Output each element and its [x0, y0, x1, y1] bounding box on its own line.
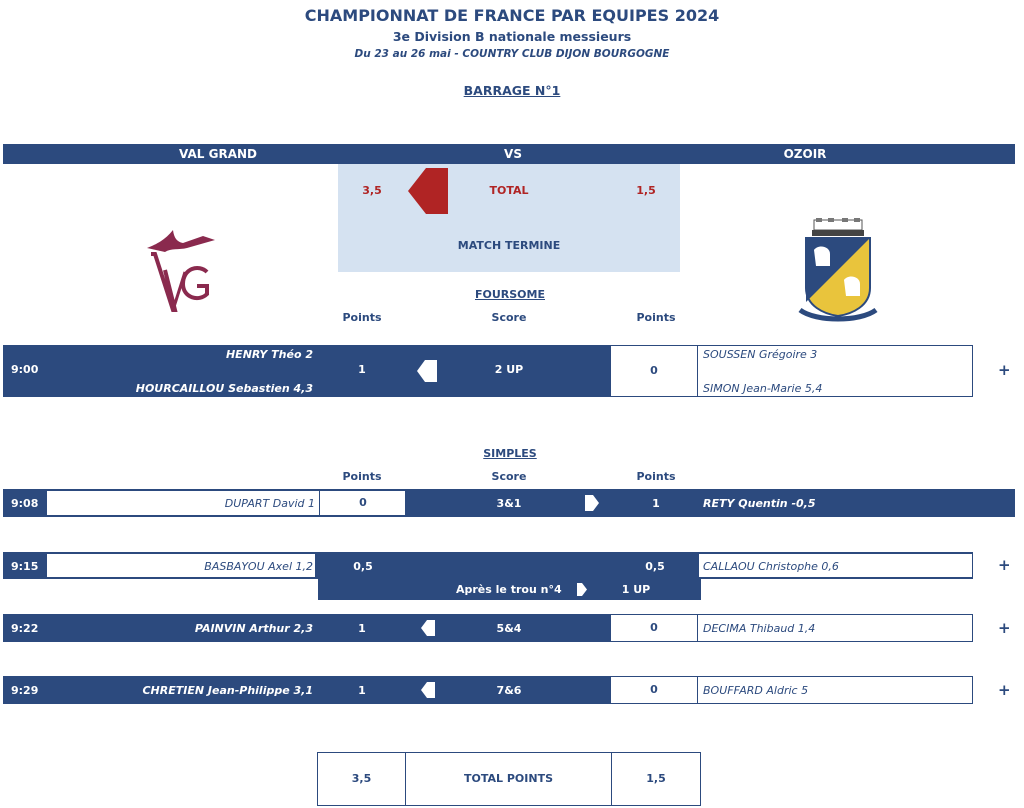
left-player: CHRETIEN Jean-Philippe 3,1: [142, 684, 313, 697]
ozoir-crest: [796, 218, 880, 328]
left-points: 1: [358, 684, 366, 697]
simple-row: [3, 552, 973, 579]
match-time: 9:15: [11, 560, 39, 573]
val-grand-logo: [143, 226, 223, 322]
total-right: 1,5: [636, 184, 656, 197]
right-player: BOUFFARD Aldric 5: [703, 684, 809, 697]
col-score: Score: [491, 470, 527, 483]
expand-plus-icon[interactable]: +: [998, 681, 1011, 699]
match-time: 9:00: [11, 363, 39, 376]
col-points-left: Points: [342, 311, 382, 324]
progress-label: Après le trou n°4: [456, 583, 562, 596]
match-time: 9:08: [11, 497, 39, 510]
right-player: DECIMA Thibaud 1,4: [703, 622, 816, 635]
match-status: MATCH TERMINE: [457, 239, 561, 252]
page-title: CHAMPIONNAT DE FRANCE PAR EQUIPES 2024: [304, 6, 720, 25]
right-player-1: SOUSSEN Grégoire 3: [703, 348, 818, 361]
simple-row: [3, 614, 973, 642]
left-player: BASBAYOU Axel 1,2: [204, 560, 313, 573]
right-points: 0,5: [645, 560, 665, 573]
left-points: 1: [358, 622, 366, 635]
col-points-right: Points: [636, 470, 676, 483]
total-label: TOTAL: [489, 184, 529, 197]
right-player-2: SIMON Jean-Marie 5,4: [703, 382, 823, 395]
progress-bar: [318, 579, 701, 600]
total-box: [338, 164, 680, 272]
expand-plus-icon[interactable]: +: [998, 556, 1011, 574]
match-score: 7&6: [496, 684, 522, 697]
total-points-left: 3,5: [318, 753, 406, 805]
match-score: 5&4: [496, 622, 522, 635]
simple-row: [3, 676, 973, 704]
left-points: 1: [358, 363, 366, 376]
simple-row: [3, 489, 1015, 517]
vs-label: VS: [504, 147, 522, 161]
foursome-row: [3, 345, 973, 397]
col-score: Score: [491, 311, 527, 324]
team-left-name: VAL GRAND: [179, 147, 257, 161]
left-points: 0: [319, 491, 406, 515]
winner-arrow-icon: [421, 682, 435, 698]
right-points: 0: [611, 615, 698, 641]
progress-score: 1 UP: [621, 583, 651, 596]
winner-arrow-icon: [417, 360, 437, 382]
col-points-left: Points: [342, 470, 382, 483]
right-points: 0: [611, 346, 698, 396]
match-time: 9:22: [11, 622, 39, 635]
teams-header-bar: [3, 144, 1015, 164]
right-player: CALLAOU Christophe 0,6: [703, 560, 839, 573]
left-player-1: HENRY Théo 2: [225, 348, 313, 361]
team-right-name: OZOIR: [783, 147, 827, 161]
match-score: 3&1: [496, 497, 522, 510]
barrage-title: BARRAGE N°1: [463, 83, 561, 98]
division-subtitle: 3e Division B nationale messieurs: [392, 29, 632, 44]
simples-label: SIMPLES: [483, 447, 537, 460]
winner-arrow-icon: [408, 168, 448, 214]
crest-icon: [796, 218, 880, 328]
event-dates: Du 23 au 26 mai - COUNTRY CLUB DIJON BOURGOGNE: [354, 48, 670, 60]
total-points-box: [317, 752, 701, 806]
match-time: 9:29: [11, 684, 39, 697]
right-points: 0: [611, 677, 698, 703]
winner-arrow-icon: [585, 495, 599, 511]
foursome-label: FOURSOME: [474, 288, 545, 301]
expand-plus-icon[interactable]: +: [998, 494, 1011, 512]
left-points: 0,5: [353, 560, 373, 573]
left-player: DUPART David 1: [224, 497, 315, 510]
right-points: 1: [652, 497, 660, 510]
expand-plus-icon[interactable]: +: [998, 619, 1011, 637]
left-player: PAINVIN Arthur 2,3: [194, 622, 313, 635]
play-arrow-icon: [577, 583, 587, 596]
expand-plus-icon[interactable]: +: [998, 361, 1011, 379]
total-points-label: TOTAL POINTS: [406, 753, 612, 805]
match-score: 2 UP: [494, 363, 524, 376]
total-left: 3,5: [362, 184, 382, 197]
winner-arrow-icon: [421, 620, 435, 636]
total-points-right: 1,5: [646, 772, 666, 785]
left-player-2: HOURCAILLOU Sebastien 4,3: [135, 382, 313, 395]
right-player: RETY Quentin -0,5: [703, 497, 816, 510]
bird-icon: [143, 226, 223, 322]
col-points-right: Points: [636, 311, 676, 324]
